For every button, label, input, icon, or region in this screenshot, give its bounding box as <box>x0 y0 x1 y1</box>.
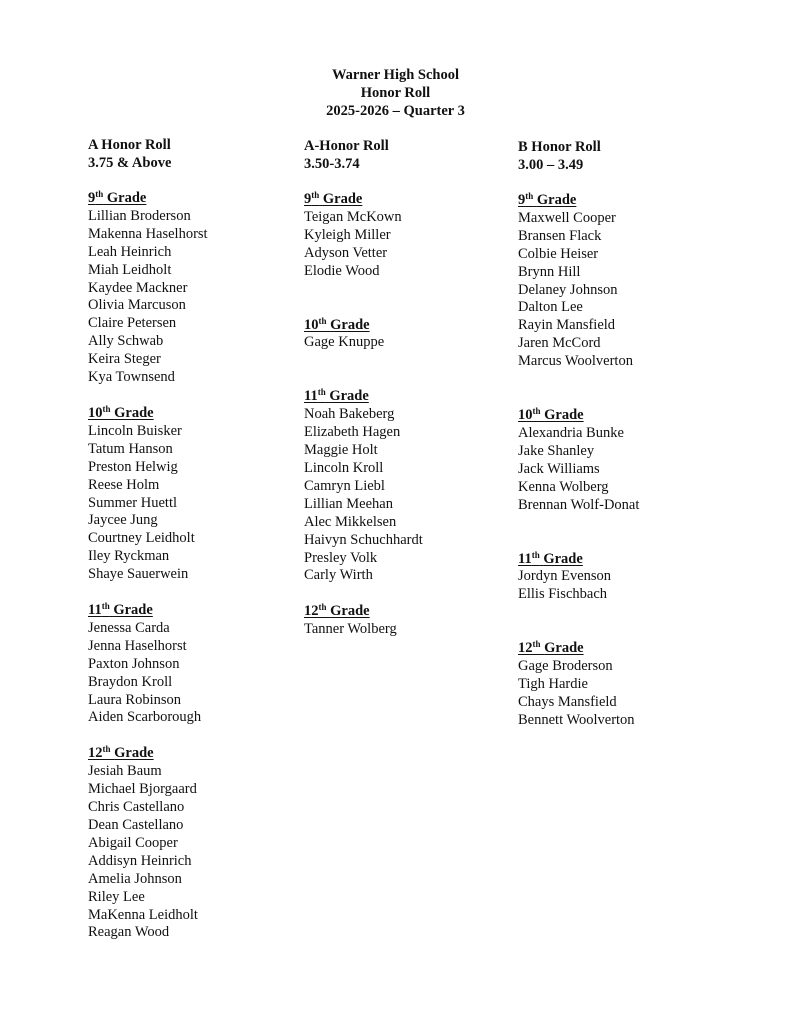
student-name: Kyleigh Miller <box>304 226 391 243</box>
grade-label: Grade <box>114 745 154 762</box>
grade-ordinal-suffix: th <box>532 406 541 417</box>
student-name: Haivyn Schuchhardt <box>304 531 423 548</box>
student-name: Rayin Mansfield <box>518 317 616 334</box>
student-name: Tanner Wolberg <box>304 621 397 638</box>
honor-roll-name: B Honor Roll <box>518 139 601 155</box>
grade-number: 10 <box>518 407 533 424</box>
honor-roll-header <box>88 137 208 172</box>
grade-heading <box>518 640 639 658</box>
student-name: Gage Knuppe <box>304 334 385 351</box>
grade-ordinal-suffix: th <box>95 189 104 199</box>
student-name: Reagan Wood <box>88 924 170 941</box>
student-name: Brynn Hill <box>518 263 581 280</box>
student-name: Preston Helwig <box>88 458 178 475</box>
student-name: Makenna Haselhorst <box>88 225 208 242</box>
student-name: Alexandria Bunke <box>518 424 624 441</box>
grade-number: 11 <box>518 550 532 567</box>
student-name: Chris Castellano <box>88 799 185 816</box>
student-name: Claire Petersen <box>88 315 177 332</box>
student-name: Maxwell Cooper <box>518 209 616 226</box>
student-name: Jordyn Evenson <box>518 568 612 585</box>
grade-number: 9 <box>518 192 526 208</box>
grade-number: 12 <box>304 603 319 620</box>
honor-roll-header <box>518 139 639 174</box>
student-name: Elodie Wood <box>304 262 380 279</box>
student-name: Lincoln Kroll <box>304 459 384 476</box>
student-name: Jenessa Carda <box>88 619 170 636</box>
grade-label: Grade <box>544 407 584 424</box>
grade-section <box>518 640 639 730</box>
student-name: Amelia Johnson <box>88 870 182 887</box>
student-name: Marcus Woolverton <box>518 353 633 370</box>
grade-section <box>518 551 639 605</box>
student-name: Dalton Lee <box>518 299 583 316</box>
grade-heading <box>518 407 639 425</box>
grade-number: 9 <box>304 191 312 207</box>
student-name: Jack Williams <box>518 460 600 477</box>
student-name: Aiden Scarborough <box>88 709 202 726</box>
student-name: Dean Castellano <box>88 817 184 833</box>
grade-number: 12 <box>88 745 103 762</box>
student-name: Olivia Marcuson <box>88 297 186 314</box>
honor-roll-name: A-Honor Roll <box>304 138 389 154</box>
grade-label: Grade <box>114 404 154 421</box>
grade-number: 12 <box>518 640 533 657</box>
grade-label: Grade <box>113 602 153 619</box>
grade-ordinal-suffix: th <box>318 602 327 613</box>
student-name: Chays Mansfield <box>518 693 617 710</box>
grade-heading <box>304 317 423 335</box>
student-name: Keira Steger <box>88 351 161 368</box>
grade-label: Grade <box>322 191 363 207</box>
student-name: Bransen Flack <box>518 227 602 244</box>
grade-label: Grade <box>536 192 577 208</box>
grade-ordinal-suffix: th <box>102 744 111 755</box>
grade-ordinal-suffix: th <box>102 403 111 414</box>
student-name: Tatum Hanson <box>88 440 173 457</box>
student-name: Tigh Hardie <box>518 676 588 693</box>
student-name: Jaren McCord <box>518 335 601 352</box>
student-name: Jesiah Baum <box>88 763 162 780</box>
column-b-honor-roll <box>518 139 639 730</box>
student-name: Colbie Heiser <box>518 245 599 262</box>
grade-number: 10 <box>88 404 103 421</box>
student-name: Braydon Kroll <box>88 673 173 690</box>
document-title-block <box>0 66 791 120</box>
grade-heading <box>304 388 423 406</box>
student-name: Shaye Sauerwein <box>88 566 189 583</box>
grade-label: Grade <box>330 603 370 620</box>
grade-label: Grade <box>330 316 370 333</box>
grade-section <box>304 191 423 281</box>
student-name: Camryn Liebl <box>304 477 385 494</box>
student-name: Summer Huettl <box>88 494 178 511</box>
student-name: Teigan McKown <box>304 208 402 225</box>
grade-section <box>88 405 208 584</box>
grade-ordinal-suffix: th <box>525 191 534 201</box>
student-name: Delaney Johnson <box>518 281 618 298</box>
student-name: Abigail Cooper <box>88 834 178 851</box>
grade-section <box>518 192 639 371</box>
grade-ordinal-suffix: th <box>532 639 541 650</box>
student-name: Lincoln Buisker <box>88 422 182 439</box>
student-name: Adyson Vetter <box>304 244 388 261</box>
student-name: MaKenna Leidholt <box>88 906 198 923</box>
student-name: Kenna Wolberg <box>518 478 609 495</box>
student-name: Alec Mikkelsen <box>304 513 397 530</box>
grade-label: Grade <box>329 388 369 405</box>
honor-roll-name: A Honor Roll <box>88 137 171 153</box>
student-name: Gage Broderson <box>518 658 613 675</box>
student-name: Iley Ryckman <box>88 548 170 565</box>
student-name: Kya Townsend <box>88 369 175 386</box>
grade-heading <box>88 745 208 763</box>
grade-section <box>304 388 423 585</box>
grade-section <box>88 602 208 727</box>
student-name: Leah Heinrich <box>88 243 172 260</box>
student-name: Paxton Johnson <box>88 655 180 672</box>
student-name: Elizabeth Hagen <box>304 424 401 441</box>
grade-label: Grade <box>543 550 583 567</box>
student-name: Jake Shanley <box>518 442 595 459</box>
grade-heading <box>304 191 423 209</box>
grade-section <box>518 407 639 514</box>
student-name: Michael Bjorgaard <box>88 781 197 798</box>
column-a-minus-honor-roll <box>304 138 423 639</box>
grade-section <box>304 603 423 639</box>
student-name: Bennett Woolverton <box>518 711 635 728</box>
grade-ordinal-suffix: th <box>101 601 110 612</box>
student-name: Addisyn Heinrich <box>88 852 192 869</box>
student-name: Courtney Leidholt <box>88 530 195 547</box>
student-name: Riley Lee <box>88 888 145 905</box>
student-name: Ellis Fischbach <box>518 586 608 603</box>
student-name: Laura Robinson <box>88 691 182 708</box>
gpa-range: 3.75 & Above <box>88 154 172 171</box>
student-name: Lillian Meehan <box>304 495 393 512</box>
grade-section <box>88 190 208 387</box>
grade-heading <box>88 602 208 620</box>
grade-label: Grade <box>106 190 147 206</box>
student-name: Brennan Wolf-Donat <box>518 496 640 513</box>
student-name: Presley Volk <box>304 549 378 566</box>
grade-heading <box>88 190 208 208</box>
column-a-honor-roll <box>88 137 208 942</box>
grade-heading <box>304 603 423 621</box>
grade-number: 11 <box>304 388 318 405</box>
gpa-range: 3.50-3.74 <box>304 155 360 172</box>
gpa-range: 3.00 – 3.49 <box>518 156 584 173</box>
grade-ordinal-suffix: th <box>531 549 540 560</box>
grade-ordinal-suffix: th <box>317 387 326 398</box>
grade-section <box>304 317 423 353</box>
grade-section <box>88 745 208 942</box>
student-name: Carly Wirth <box>304 567 373 584</box>
student-name: Jaycee Jung <box>88 512 158 529</box>
student-name: Reese Holm <box>88 476 160 493</box>
school-name: Warner High School <box>331 67 460 83</box>
grade-heading <box>88 405 208 423</box>
grade-label: Grade <box>544 640 584 657</box>
student-name: Kaydee Mackner <box>88 279 188 296</box>
grade-number: 10 <box>304 316 319 333</box>
grade-ordinal-suffix: th <box>318 315 327 326</box>
term-label: 2025-2026 – Quarter 3 <box>326 103 465 119</box>
student-name: Noah Bakeberg <box>304 406 395 423</box>
grade-number: 11 <box>88 602 102 619</box>
grade-heading <box>518 192 639 210</box>
document-title: Honor Roll <box>360 85 431 101</box>
student-name: Maggie Holt <box>304 442 378 459</box>
student-name: Lillian Broderson <box>88 207 191 224</box>
student-name: Ally Schwab <box>88 333 164 350</box>
grade-number: 9 <box>88 190 96 206</box>
student-name: Miah Leidholt <box>88 261 172 278</box>
grade-ordinal-suffix: th <box>311 190 320 200</box>
honor-roll-header <box>304 138 423 173</box>
grade-heading <box>518 551 639 569</box>
student-name: Jenna Haselhorst <box>88 637 187 654</box>
